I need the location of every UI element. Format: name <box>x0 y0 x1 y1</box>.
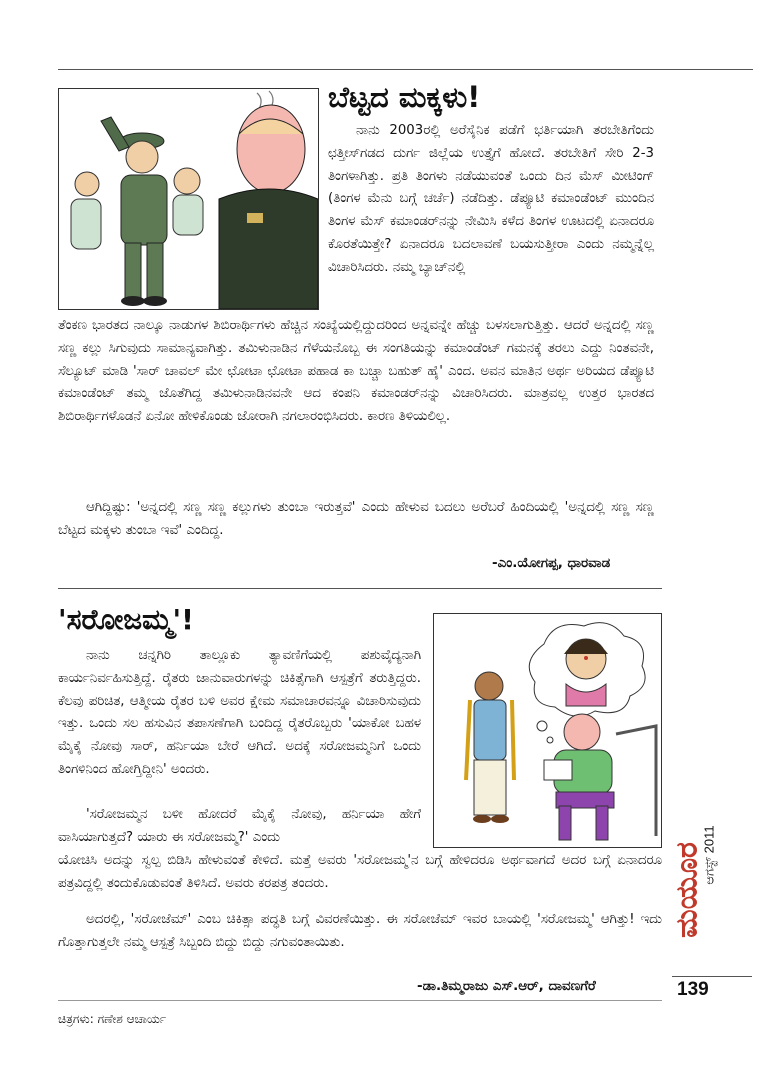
story1-paragraph-2-text: ಆಗಿದ್ದಿಷ್ಟು: 'ಅನ್ನದಲ್ಲಿ ಸಣ್ಣ ಸಣ್ಣ ಕಲ್ಲುಗಳು ತುಂಬಾ ಇರುತ್ತವೆ' ಎಂದು ಹೇಳುವ ಬದಲು ಅರೆಬರೆ ಹಿಂದಿಯಲ್ಲಿ 'ಅನ್ನದಲ್ಲಿ ಸಣ್ಣ ಸಣ್ಣ ಬೆಟ್ಟದ ಮಕ್ಕಳು ತುಂಬಾ ಇವೆ' ಎಂದಿದ್ದ. <box>58 500 654 538</box>
story2-paragraph-2-top-text: 'ಸರೋಜಮ್ಮನ ಬಳೀ ಹೋದರೆ ಮೈಕೈ ನೋವು, ಹರ್ನಿಯಾ ಹೇಗೆ ವಾಸಿಯಾಗುತ್ತದೆ? ಯಾರು ಈ ಸರೋಜಮ್ಮ?' ಎಂದು <box>58 807 421 845</box>
story2-title: 'ಸರೋಜಮ್ಮ'! <box>58 603 194 636</box>
story-divider <box>58 588 662 589</box>
story1-paragraph-1-bottom: ತೆಂಕಣ ಭಾರತದ ನಾಲ್ಕೂ ನಾಡುಗಳ ಶಿಬಿರಾರ್ಥಿಗಳು ಹೆಚ್ಚಿನ ಸಂಖ್ಯೆಯಲ್ಲಿದ್ದುದರಿಂದ ಅನ್ನವನ್ನೇ ಹೆಚ್ಚು ಬಳಸಲಾಗುತ್ತಿತ್ತು. ಆದರೆ ಅನ್ನದಲ್ಲಿ ಸಣ್ಣ ಸಣ್ಣ ಕಲ್ಲು ಸಿಗುವುದು ಸಾಮಾನ್ಯವಾಗಿತ್ತು. ತಮಿಳುನಾಡಿನ ಗೆಳೆಯನೊಬ್ಬ ಈ ಸಂಗತಿಯನ್ನು ಕಮಾಂಡೆಂಟ್ ಗಮನಕ್ಕೆ ತರಲು ಎದ್ದು ನಿಂತವನೇ, ಸೆಲ್ಯೂಟ್ ಮಾಡಿ 'ಸಾರ್ ಚಾವಲ್ ಮೇ ಛೋಟಾ ಛೋಟಾ ಪಹಾಡ ಕಾ ಬಚ್ಚಾ ಬಹುತ್ ಹೈ' ಎಂದ. ಅವನ ಮಾತಿನ ಅರ್ಥ ಅರಿಯದ ಡೆಪ್ಯೂಟಿ ಕಮಾಂಡೆಂಟ್ ತಮ್ಮ ಜೊತೆಗಿದ್ದ ತಮಿಳುನಾಡಿನವನೇ ಆದ ಕಂಪನಿ ಕಮಾಂಡರ್‌ನನ್ನು ವಿಚಾರಿಸಿದರು. ಮಾತ್ರವಲ್ಲ ಉತ್ತರ ಭಾರತದ ಶಿಬಿರಾರ್ಥಿಗಳೊಡನೆ ಏನೋ ಹೇಳಿಕೊಂಡು ಜೋರಾಗಿ ನಗಲಾರಂಭಿಸಿದರು. ಕಾರಣ ತಿಳಿಯಲಿಲ್ಲ. <box>58 318 654 425</box>
story1-signature: -ಎಂ.ಯೋಗಪ್ಪ, ಧಾರವಾಡ <box>492 555 611 571</box>
masthead-logo: ಮಯೂರ <box>669 842 705 938</box>
illustration-credit: ಚಿತ್ರಗಳು: ಗಣೇಶ ಆಚಾರ್ಯ <box>58 1012 167 1026</box>
story2-paragraph-1 <box>58 645 421 782</box>
top-rule <box>58 69 753 70</box>
page-number: 139 <box>677 979 709 1000</box>
story2-paragraph-1-text: ನಾನು ಚನ್ನಗಿರಿ ತಾಲ್ಲೂಕು ತ್ಯಾವಣಿಗೆಯಲ್ಲಿ ಪಶುವೈದ್ಯನಾಗಿ ಕಾರ್ಯನಿರ್ವಹಿಸುತ್ತಿದ್ದೆ. ರೈತರು ಜಾನುವಾರುಗಳನ್ನು ಚಿಕಿತ್ಸೆಗಾಗಿ ಆಸ್ಪತ್ರೆಗೆ ತರುತ್ತಿದ್ದರು. ಕೆಲವು ಪರಿಚಿತ, ಆತ್ಮೀಯ ರೈತರ ಬಳಿ ಅವರ ಕ್ಷೇಮ ಸಮಾಚಾರವನ್ನೂ ವಿಚಾರಿಸುವುದು ಇತ್ತು. ಒಂದು ಸಲ ಹಸುವಿನ ತಪಾಸಣೆಗಾಗಿ ಬಂದಿದ್ದ ರೈತರೊಬ್ಬರು 'ಯಾಕೋ ಬಹಳ ಮೈಕೈ ನೋವು ಸಾರ್, ಹರ್ನಿಯಾ ಬೇರೆ ಆಗಿದೆ. ಅದಕ್ಕೆ ಸರೋಜಮ್ಮನಿಗೆ ಒಂದು ತಿಂಗಳಿನಿಂದ ಹೋಗ್ತಿದ್ದೀನಿ' ಅಂದರು. <box>58 648 421 777</box>
soldiers-illustration <box>58 88 319 310</box>
story2-signature: -ಡಾ.ತಿಮ್ಮರಾಜು ಎಸ್.ಆರ್, ದಾವಣಗೆರೆ <box>417 978 596 994</box>
story2-paragraph-2-bottom: ಯೋಚಿಸಿ ಅದನ್ನು ಸ್ವಲ್ಪ ಬಿಡಿಸಿ ಹೇಳುವಂತೆ ಕೇಳಿದೆ. ಮತ್ತೆ ಅವರು 'ಸರೋಜಮ್ಮ'ನ ಬಗ್ಗೆ ಹೇಳಿದರೂ ಅರ್ಥವಾಗದೆ ಅದರ ಬಗ್ಗೆ ಏನಾದರೂ ಪತ್ರವಿದ್ದಲ್ಲಿ ತಂದುಕೊಡುವಂತೆ ತಿಳಿಸಿದೆ. ಅವರು ಕರಪತ್ರ ತಂದರು. <box>58 853 662 891</box>
clinic-illustration <box>433 613 662 848</box>
issue-date <box>697 810 723 900</box>
story1-paragraph-1-top <box>328 120 654 280</box>
story1-title: ಬೆಟ್ಟದ ಮಕ್ಕಳು! <box>328 80 481 114</box>
story1-paragraph-2 <box>58 497 654 543</box>
story2-paragraph-3-text: ಅದರಲ್ಲಿ, 'ಸರೋಜೆಮ್' ಎಂಬ ಚಿಕಿತ್ಸಾ ಪದ್ಧತಿ ಬಗ್ಗೆ ವಿವರಣೆಯಿತ್ತು. ಈ ಸರೋಜೆಮ್ ಇವರ ಬಾಯಲ್ಲಿ 'ಸರೋಜಮ್ಮ' ಆಗಿತ್ತು! ಇದು ಗೊತ್ತಾಗುತ್ತಲೇ ನಮ್ಮ ಆಸ್ಪತ್ರೆ ಸಿಬ್ಬಂದಿ ಬಿದ್ದು ಬಿದ್ದು ನಗುವಂತಾಯಿತು. <box>58 912 662 950</box>
story2-paragraph-2-top <box>58 804 421 850</box>
story1-paragraph-1-top-text: ನಾನು 2003ರಲ್ಲಿ ಅರೆಸೈನಿಕ ಪಡೆಗೆ ಭರ್ತಿಯಾಗಿ ತರಬೇತಿಗೆಂದು ಛತ್ತೀಸ್‌ಗಡದ ದುರ್ಗ ಜಿಲ್ಲೆಯ ಉತ್ತೈಗೆ ಹೋದೆ. ತರಬೇತಿಗೆ ಸೇರಿ 2-3 ತಿಂಗಳಾಗಿತ್ತು. ಪ್ರತಿ ತಿಂಗಳು ನಡೆಯುವಂತೆ ಒಂದು ದಿನ ಮೆಸ್ ಮೀಟಿಂಗ್ (ತಿಂಗಳ ಮೆನು ಬಗ್ಗೆ ಚರ್ಚೆ) ನಡೆದಿತ್ತು. ಡೆಪ್ಯೂಟಿ ಕಮಾಂಡೆಂಟ್ ಮುಂದಿನ ತಿಂಗಳ ಮೆಸ್ ಕಮಾಂಡರ್‌ನನ್ನು ನೇಮಿಸಿ ಕಳೆದ ತಿಂಗಳ ಊಟದಲ್ಲಿ ಏನಾದರೂ ಕೊರತೆಯಿತ್ತೇ? ಏನಾದರೂ ಬದಲಾವಣೆ ಬಯಸುತ್ತೀರಾ ಎಂದು ನಮ್ಮನ್ನೆಲ್ಲ ವಿಚಾರಿಸಿದರು. ನಮ್ಮ ಬ್ಯಾಚ್‌ನಲ್ಲಿ <box>328 123 654 275</box>
story2-paragraph-3 <box>58 909 662 955</box>
issue-date-text: ಆಗಸ್ಟ್ 2011 <box>701 825 717 885</box>
bottom-rule <box>58 1000 662 1001</box>
footer-rule <box>672 976 752 977</box>
